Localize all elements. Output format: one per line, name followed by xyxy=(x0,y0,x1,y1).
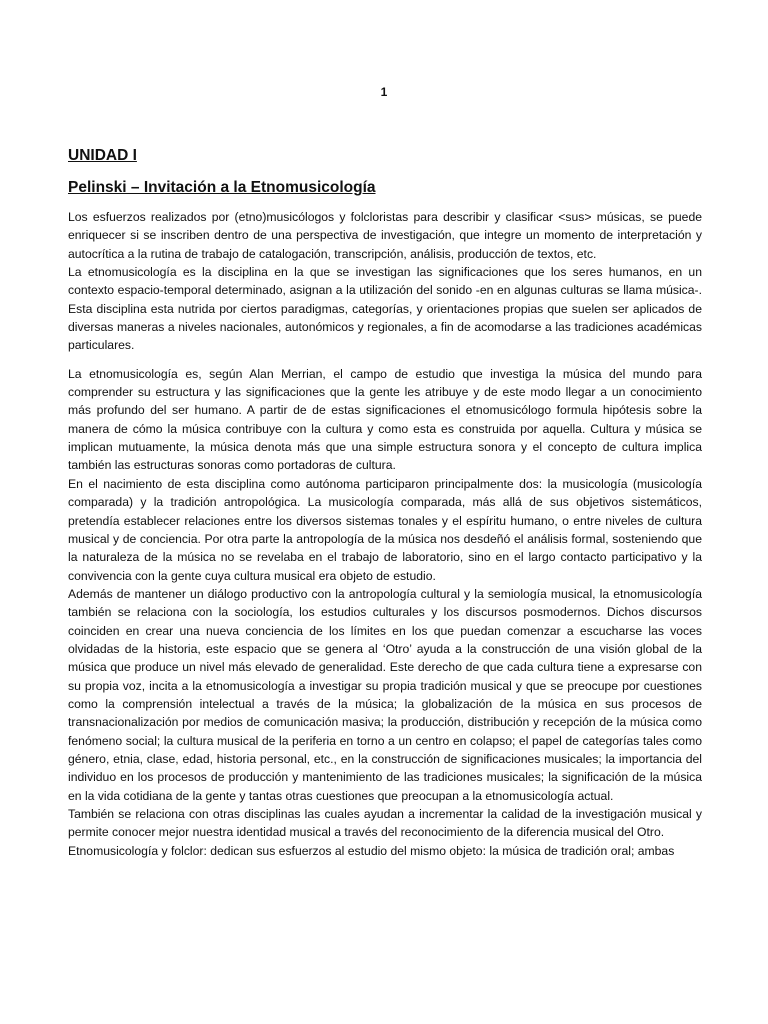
paragraph-3: La etnomusicología es, según Alan Merrian, el campo de estudio que investiga la música del mundo para comprender su estructura y las significaciones que la gente les atribuye y de este modo llegar a un conocimiento más profundo del ser humano. A partir de de estas significaciones el etnomusicólogo formula hipótesis sobre la manera de cómo la música contribuye con la cultura y como esta es construida por aquella. Cultura y música se implican mutuamente, la música denota más que una simple estructura sonora y el concepto de cultura implica también las estructuras sonoras como portadoras de cultura. xyxy=(68,366,702,473)
paragraph-2: La etnomusicología es la disciplina en la que se investigan las significaciones que los seres humanos, en un contexto espacio-temporal determinado, asignan a la utilización del sonido -en en algunas culturas se llama música-. Esta disciplina esta nutrida por ciertos paradigmas, categorías, y orientaciones propias que suelen ser aplicados de diversas maneras a niveles nacionales, autonómicos y regionales, a fin de acomodarse a las tradiciones académicas particulares. xyxy=(68,265,702,353)
body-text xyxy=(68,208,702,860)
unit-title: UNIDAD I xyxy=(68,147,137,164)
page-number: 1 xyxy=(380,85,388,99)
paragraph-4: En el nacimiento de esta disciplina como autónoma participaron principalmente dos: la musicología (musicología comparada) y la tradición antropológica. La musicología comparada, más allá de sus objetivos sistemáticos, pretendía establecer relaciones entre los diversos sistemas tonales y el espíritu humano, o entre niveles de cultura musical y de conciencia. Por otra parte la antropología de la música nos desdeñó el análisis formal, sosteniendo que la naturaleza de la música no se revelaba en el trabajo de laboratorio, sino en el largo contacto participativo y la convivencia con la gente cuya cultura musical era objeto de estudio. xyxy=(68,476,702,583)
paragraph-5: Además de mantener un diálogo productivo con la antropología cultural y la semiología musical, la etnomusicología también se relaciona con la sociología, los estudios culturales y los discursos posmodernos. Dichos discursos coinciden en crear una nueva conciencia de los límites en los que puedan comenzar a escucharse las voces olvidadas de la historia, este espacio que se genera al ‘Otro’ ayuda a la construcción de una visión global de la música que produce un nivel más elevado de generalidad. Este derecho de que cada cultura tiene a expresarse con su propia voz, incita a la etnomusicología a investigar su propia tradición musical y que se preocupe por cuestiones como la comprensión intelectual a través de la música; la globalización de la música en sus procesos de transnacionalización por medios de comunicación masiva; la producción, distribución y recepción de la música como fenómeno social; la cultura musical de la periferia en torno a un centro en colapso; el papel de categorías tales como género, etnia, clase, edad, historia personal, etc., en la construcción de significaciones musicales; la importancia del individuo en los procesos de producción y mantenimiento de las tradiciones musicales; la significación de la música en la vida cotidiana de la gente y tantas otras cuestiones que preocupan a la etnomusicología actual. xyxy=(68,586,702,803)
paragraph-1: Los esfuerzos realizados por (etno)musicólogos y folcloristas para describir y clasificar <sus> músicas, se puede enriquecer si se inscriben dentro de una perspectiva de investigación, que integre un momento de interpretación y autocrítica a la rutina de trabajo de catalogación, transcripción, análisis, producción de textos, etc. xyxy=(68,210,702,261)
section-title: Pelinski – Invitación a la Etnomusicología xyxy=(68,179,376,196)
paragraph-7: Etnomusicología y folclor: dedican sus esfuerzos al estudio del mismo objeto: la música de tradición oral; ambas xyxy=(68,843,675,858)
document-content xyxy=(68,146,702,860)
paragraph-6: También se relaciona con otras disciplinas las cuales ayudan a incrementar la calidad de la investigación musical y permite conocer mejor nuestra identidad musical a través del reconocimiento de la diferencia musical del Otro. xyxy=(68,807,702,840)
